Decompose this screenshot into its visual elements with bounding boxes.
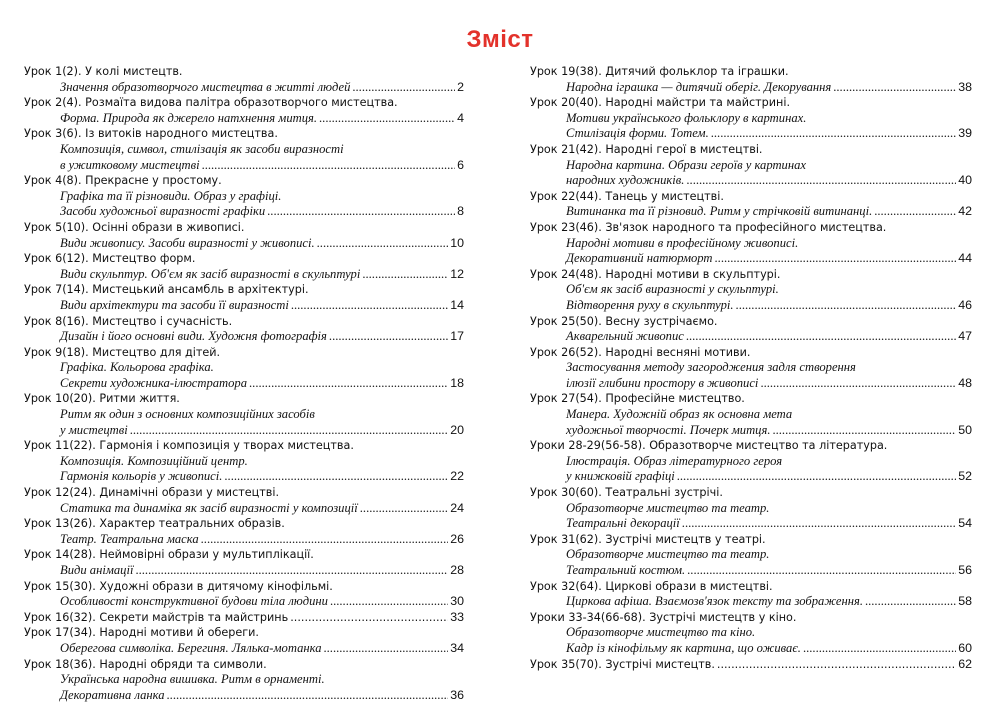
toc-lesson-heading — [530, 345, 972, 361]
dot-leader — [711, 126, 956, 142]
dot-leader — [362, 267, 448, 283]
toc-entry-text: Композиція. Композиційний центр. — [60, 453, 248, 468]
toc-lesson-topic — [530, 360, 972, 376]
toc-page-number: 24 — [450, 500, 464, 515]
toc-entry-text: Урок 22(44). Танець у мистецтві. — [530, 189, 724, 203]
toc-entry-text: Урок 14(28). Неймовірні образи у мультиплікації. — [24, 548, 314, 562]
toc-lesson-topic — [24, 672, 464, 688]
toc-lesson-heading — [530, 142, 972, 158]
dot-leader — [686, 173, 956, 189]
toc-entry-text: Урок 32(64). Циркові образи в мистецтві. — [530, 579, 773, 593]
toc-entry-text: Декоративний натюрморт — [566, 251, 713, 266]
toc-entry-text: Урок 26(52). Народні весняні мотиви. — [530, 345, 751, 359]
dot-leader — [772, 423, 956, 439]
toc-entry-text: Урок 1(2). У колі мистецтв. — [24, 65, 183, 78]
toc-lesson-topic — [24, 236, 464, 252]
toc-lesson-topic — [530, 173, 972, 189]
toc-entry-text: Урок 9(18). Мистецтво для дітей. — [24, 345, 221, 359]
toc-lesson-topic — [530, 111, 972, 127]
toc-page-number: 33 — [450, 609, 464, 624]
toc-lesson-heading — [24, 516, 464, 532]
toc-entry-text: народних художників. — [566, 173, 685, 188]
toc-lesson-topic — [24, 469, 464, 485]
dot-leader — [874, 204, 956, 220]
dot-leader — [202, 158, 456, 174]
toc-entry-text: Графіка та її різновиди. Образ у графіці. — [60, 188, 282, 203]
toc-entry-text: Форма. Природа як джерело натхнення митця. — [60, 110, 318, 125]
dot-leader — [324, 641, 449, 657]
toc-page-number: 22 — [450, 469, 464, 484]
dot-leader — [687, 563, 956, 579]
toc-lesson-heading — [24, 126, 464, 142]
toc-entry-text: Урок 30(60). Театральні зустрічі. — [530, 486, 723, 500]
toc-page-number: 30 — [450, 594, 464, 609]
toc-lesson-topic — [24, 329, 464, 345]
dot-leader — [686, 329, 956, 345]
toc-entry-text: Ритм як один з основних композиційних засобів — [60, 407, 315, 422]
dot-leader — [736, 298, 957, 314]
toc-lesson-heading — [24, 173, 464, 189]
toc-lesson-heading — [24, 95, 464, 111]
toc-lesson-heading — [24, 251, 464, 267]
toc-lesson-topic — [530, 423, 972, 439]
toc-lesson-heading — [530, 220, 972, 236]
dot-leader — [319, 111, 455, 127]
toc-lesson-topic — [530, 376, 972, 392]
toc-entry-text: Значення образотворчого мистецтва в житті людей — [60, 79, 351, 94]
toc-page-number: 18 — [450, 375, 464, 390]
toc-entry-text: Образотворче мистецтво та театр. — [566, 500, 770, 515]
dot-leader — [130, 423, 448, 439]
toc-entry-text: Секрети художника-ілюстратора — [60, 375, 248, 390]
toc-entry-text: Види скульптур. Об'єм як засіб виразності в скульптурі — [60, 266, 361, 281]
toc-lesson-topic — [24, 501, 464, 517]
toc-lesson-topic — [530, 126, 972, 142]
toc-entry-text: Урок 23(46). Зв'язок народного та професійного мистецтва. — [530, 220, 887, 234]
toc-lesson-topic — [530, 625, 972, 641]
toc-lesson-heading — [24, 345, 464, 361]
dot-leader — [267, 204, 455, 220]
toc-entry-text: Урок 10(20). Ритми життя. — [24, 392, 180, 406]
toc-lesson-topic — [530, 329, 972, 345]
toc-page-number: 60 — [958, 640, 972, 655]
toc-lesson-topic — [24, 189, 464, 205]
toc-lesson-heading — [530, 579, 972, 595]
toc-lesson-topic — [24, 158, 464, 174]
dot-leader — [135, 563, 448, 579]
toc-lesson-topic — [24, 454, 464, 470]
toc-entry-text: Урок 6(12). Мистецтво форм. — [24, 252, 196, 266]
toc-lesson-heading — [530, 485, 972, 501]
toc-entry-text: Композиція, символ, стилізація як засоби виразності — [60, 141, 344, 156]
toc-lesson-topic — [24, 204, 464, 220]
toc-entry-text: Гармонія кольорів у живописі. — [60, 469, 223, 484]
dot-leader — [865, 594, 956, 610]
toc-entry-text: Урок 17(34). Народні мотиви й обереги. — [24, 626, 259, 640]
toc-page-number: 40 — [958, 173, 972, 188]
toc-page-number: 36 — [450, 687, 464, 702]
toc-entry-text: Урок 8(16). Мистецтво і сучасність. — [24, 314, 233, 328]
toc-entry-text: Види анімації — [60, 563, 134, 577]
toc-lesson-heading — [530, 267, 972, 283]
toc-entry-text: Урок 21(42). Народні герої в мистецтві. — [530, 142, 763, 156]
toc-page-number: 39 — [958, 126, 972, 141]
toc-lesson-heading — [530, 314, 972, 330]
toc-lesson-topic — [530, 80, 972, 96]
dot-leader — [677, 469, 956, 485]
toc-entry-text: Урок 15(30). Художні образи в дитячому кінофільмі. — [24, 579, 333, 593]
toc-entry-text: Українська народна вишивка. Ритм в орнаменті. — [60, 672, 325, 687]
toc-entry-text: Урок 3(6). Із витоків народного мистецтва. — [24, 127, 278, 141]
toc-entry-text: художньої творчості. Почерк митця. — [566, 422, 771, 437]
toc-entry-text: у книжковій графіці — [566, 469, 675, 484]
toc-lesson-topic — [530, 563, 972, 579]
toc-lesson-topic — [24, 532, 464, 548]
toc-lesson-heading — [24, 610, 464, 626]
toc-entry-text: Урок 16(32). Секрети майстрів та майстринь — [24, 610, 289, 624]
toc-page-number: 8 — [457, 204, 464, 219]
toc-lesson-heading — [24, 220, 464, 236]
toc-page-number: 4 — [457, 110, 464, 125]
toc-lesson-topic — [24, 298, 464, 314]
toc-entry-text: у мистецтві — [60, 422, 128, 437]
toc-page-number: 14 — [450, 297, 464, 312]
toc-lesson-heading — [530, 657, 972, 673]
toc-page-number: 28 — [450, 563, 464, 577]
toc-entry-text: Урок 20(40). Народні майстри та майстрині. — [530, 96, 790, 110]
toc-page-number: 44 — [958, 251, 972, 266]
toc-lesson-topic — [24, 267, 464, 283]
toc-lesson-topic — [24, 111, 464, 127]
toc-lesson-topic — [24, 563, 464, 579]
toc-lesson-topic — [24, 142, 464, 158]
toc-page-number: 17 — [450, 329, 464, 344]
toc-page-number: 48 — [958, 375, 972, 390]
toc-lesson-topic — [530, 641, 972, 657]
toc-page-number: 38 — [958, 79, 972, 94]
dot-leader — [352, 80, 455, 96]
toc-page-number: 47 — [958, 329, 972, 344]
toc-entry-text: Уроки 28-29(56-58). Образотворче мистецтво та література. — [530, 439, 888, 453]
toc-entry-text: Види архітектури та засоби її виразності — [60, 297, 289, 312]
toc-lesson-heading — [530, 95, 972, 111]
toc-lesson-topic — [530, 501, 972, 517]
toc-entry-text: Урок 35(70). Зустрічі мистецтв. — [530, 657, 715, 671]
dot-leader — [249, 376, 448, 392]
toc-lesson-topic — [24, 641, 464, 657]
dot-leader — [833, 80, 956, 96]
toc-lesson-topic — [24, 688, 464, 704]
toc-entry-text: Акварельний живопис — [566, 329, 684, 344]
toc-lesson-heading — [24, 657, 464, 673]
toc-entry-text: Урок 7(14). Мистецький ансамбль в архітектурі. — [24, 283, 309, 297]
toc-page-number: 50 — [958, 422, 972, 437]
toc-lesson-topic — [24, 594, 464, 610]
toc-lesson-topic — [24, 376, 464, 392]
toc-lesson-topic — [530, 594, 972, 610]
dot-leader — [224, 469, 448, 485]
toc-entry-text: Види живопису. Засоби виразності у живописі. — [60, 235, 315, 250]
toc-entry-text: Урок 19(38). Дитячий фольклор та іграшки. — [530, 65, 789, 78]
toc-lesson-heading — [24, 547, 464, 563]
toc-entry-text: Урок 13(26). Характер театральних образів. — [24, 517, 285, 531]
dot-leader — [167, 688, 449, 704]
toc-entry-text: Ілюстрація. Образ літературного героя — [566, 453, 783, 468]
toc-entry-text: Урок 25(50). Весну зустрічаємо. — [530, 314, 718, 328]
toc-entry-text: Народна картина. Образи героїв у картинах — [566, 157, 806, 172]
toc-lesson-topic — [530, 298, 972, 314]
toc-entry-text: Циркова афіша. Взаємозв'язок тексту та зображення. — [566, 594, 863, 609]
toc-lesson-heading — [24, 625, 464, 641]
toc-entry-text: Оберегова символіка. Берегиня. Лялька-мотанка — [60, 640, 322, 655]
toc-right-column — [530, 64, 972, 672]
toc-lesson-heading — [24, 485, 464, 501]
toc-entry-text: Урок 11(22). Гармонія і композиція у творах мистецтва. — [24, 439, 354, 453]
toc-lesson-heading — [530, 610, 972, 626]
toc-page-number: 10 — [450, 235, 464, 250]
toc-page-number: 12 — [450, 266, 464, 281]
toc-page-number: 2 — [457, 79, 464, 94]
toc-entry-text: ілюзії глибини простору в живописі — [566, 375, 759, 390]
toc-lesson-topic — [24, 423, 464, 439]
toc-lesson-topic — [530, 158, 972, 174]
toc-lesson-heading — [530, 391, 972, 407]
toc-entry-text: Урок 4(8). Прекрасне у простому. — [24, 174, 222, 188]
toc-lesson-heading — [530, 438, 972, 454]
toc-page-number: 6 — [457, 157, 464, 172]
toc-page-number: 58 — [958, 594, 972, 609]
toc-lesson-heading — [530, 532, 972, 548]
toc-entry-text: Образотворче мистецтво та театр. — [566, 547, 770, 562]
toc-page-number: 46 — [958, 297, 972, 312]
toc-lesson-heading — [24, 282, 464, 298]
toc-lesson-topic — [24, 80, 464, 96]
toc-entry-text: Декоративна ланка — [60, 687, 165, 702]
toc-page-number: 20 — [450, 422, 464, 437]
toc-lesson-heading — [530, 64, 972, 80]
toc-entry-text: Театр. Театральна маска — [60, 531, 199, 546]
toc-entry-text: Народні мотиви в професійному живописі. — [566, 235, 799, 250]
toc-entry-text: Урок 18(36). Народні обряди та символи. — [24, 657, 267, 671]
toc-entry-text: Уроки 33-34(66-68). Зустрічі мистецтв у кіно. — [530, 610, 797, 624]
dot-leader — [360, 501, 448, 517]
toc-entry-text: Театральний костюм. — [566, 563, 686, 577]
toc-lesson-topic — [530, 454, 972, 470]
toc-lesson-heading — [530, 189, 972, 205]
toc-entry-text: Манера. Художній образ як основна мета — [566, 407, 793, 422]
toc-entry-text: Графіка. Кольорова графіка. — [60, 360, 214, 375]
dot-leader — [201, 532, 449, 548]
toc-lesson-topic — [24, 360, 464, 376]
toc-lesson-topic — [530, 236, 972, 252]
toc-entry-text: Урок 2(4). Розмаїта видова палітра образотворчого мистецтва. — [24, 96, 398, 110]
dot-leader — [329, 329, 448, 345]
toc-entry-text: Образотворче мистецтво та кіно. — [566, 625, 756, 640]
toc-page-number: 54 — [958, 516, 972, 531]
toc-entry-text: Дизайн і його основні види. Художня фотографія — [60, 329, 327, 344]
toc-page-number: 26 — [450, 531, 464, 546]
toc-entry-text: Відтворення руху в скульптурі. — [566, 297, 734, 312]
dot-leader — [330, 594, 448, 610]
toc-lesson-topic — [530, 469, 972, 485]
dot-leader — [290, 610, 448, 626]
toc-page-number: 52 — [958, 469, 972, 484]
toc-entry-text: Статика та динаміка як засіб виразності у композиції — [60, 500, 358, 515]
toc-page-number: 62 — [958, 656, 972, 671]
toc-entry-text: Театральні декорації — [566, 516, 680, 531]
toc-entry-text: Особливості конструктивної будови тіла людини — [60, 594, 328, 609]
toc-lesson-topic — [530, 251, 972, 267]
toc-entry-text: Урок 12(24). Динамічні образи у мистецтві. — [24, 486, 280, 500]
toc-entry-text: Кадр із кінофільму як картина, що оживає. — [566, 640, 801, 655]
toc-entry-text: Стилізація форми. Тотем. — [566, 126, 709, 141]
toc-entry-text: Застосування методу загороджения задля створення — [566, 360, 856, 375]
toc-lesson-heading — [24, 579, 464, 595]
toc-lesson-heading — [24, 391, 464, 407]
toc-left-column — [24, 64, 464, 703]
toc-entry-text: Об'єм як засіб виразності у скульптурі. — [566, 282, 779, 297]
dot-leader — [317, 236, 449, 252]
toc-lesson-heading — [24, 64, 464, 80]
toc-lesson-heading — [24, 314, 464, 330]
toc-entry-text: Урок 27(54). Професійне мистецтво. — [530, 392, 745, 406]
toc-entry-text: Урок 24(48). Народні мотиви в скульптурі. — [530, 267, 781, 281]
page-title: Зміст — [466, 26, 534, 53]
dot-leader — [715, 251, 957, 267]
dot-leader — [803, 641, 956, 657]
toc-lesson-topic — [530, 516, 972, 532]
toc-entry-text: Урок 5(10). Осінні образи в живописі. — [24, 220, 245, 234]
toc-entry-text: Мотиви українського фольклору в картинах. — [566, 110, 807, 125]
toc-lesson-topic — [530, 547, 972, 563]
dot-leader — [760, 376, 956, 392]
toc-entry-text: Витинанка та її різновид. Ритм у стрічковій витинанці. — [566, 204, 873, 219]
toc-entry-text: Народна іграшка — дитячий оберіг. Декорування — [566, 79, 832, 94]
toc-page-number: 56 — [958, 563, 972, 577]
toc-lesson-topic — [530, 204, 972, 220]
toc-page-number: 42 — [958, 204, 972, 219]
toc-lesson-topic — [530, 407, 972, 423]
dot-leader — [291, 298, 448, 314]
toc-entry-text: в ужитковому мистецтві — [60, 157, 200, 172]
dot-leader — [717, 657, 956, 673]
dot-leader — [682, 516, 956, 532]
toc-lesson-heading — [24, 438, 464, 454]
toc-entry-text: Засоби художньої виразності графіки — [60, 204, 266, 219]
toc-entry-text: Урок 31(62). Зустрічі мистецтв у театрі. — [530, 532, 766, 546]
toc-page-number: 34 — [450, 640, 464, 655]
toc-lesson-topic — [24, 407, 464, 423]
toc-lesson-topic — [530, 282, 972, 298]
